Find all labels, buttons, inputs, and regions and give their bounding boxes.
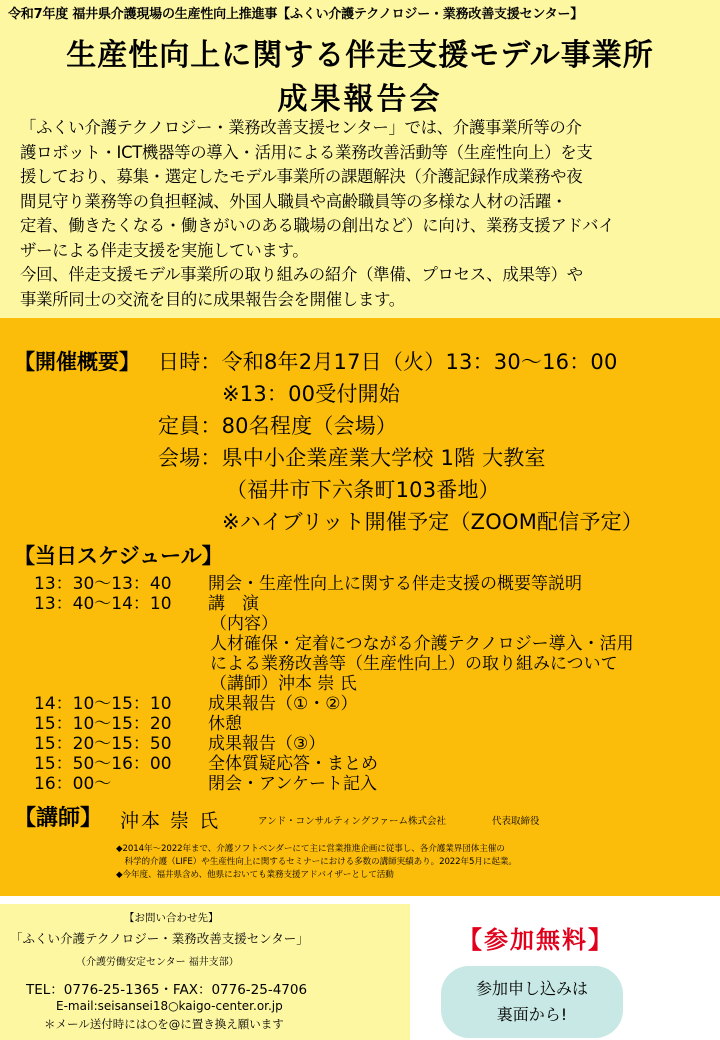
lecturer-bio-line: 科学的介護（LIFE）や生産性向上に関するセミナーにおける多数の講師実績あり。2022年5月に起業。 xyxy=(116,857,517,867)
reception-time: ※13：00受付開始 xyxy=(222,382,401,406)
intro-line: 事業所同士の交流を目的に成果報告会を開催します。 xyxy=(20,289,405,309)
contact-sub: （介護労働安定センター 福井支部） xyxy=(76,957,239,968)
intro-line: 護ロボット・ICT機器等の導入・活用による業務改善活動等（生産性向上）を支 xyxy=(20,142,593,162)
intro-line: 定着、働きたくなる・働きがいのある職場の創出など）に向け、業務支援アドバイ xyxy=(20,216,615,235)
apply-line: 参加申し込みは xyxy=(475,979,588,998)
lecturer-affiliation: アンド・コンサルティングファーム株式会社 xyxy=(258,816,447,827)
event-date: 日時：令和8年2月17日（火）13：30～16：00 xyxy=(158,350,618,374)
intro-line: 間見守り業務等の負担軽減、外国人職員や高齢職員等の多様な人材の活躍・ xyxy=(20,191,568,211)
schedule-desc: （内容） xyxy=(210,614,278,634)
contact-email: E-mail:seisansei18○kaigo-center.or.jp xyxy=(56,999,283,1013)
lecturer-bio-line: ◆2014年～2022年まで、介護ソフトベンダーにて主に営業推進企画に従事し、各介護業界団体主催の xyxy=(116,844,505,854)
hybrid-note: ※ハイブリット開催予定（ZOOM配信予定） xyxy=(222,510,644,534)
schedule-time: 15：20～15：50 xyxy=(34,734,172,754)
venue-address: （福井市下六条町103番地） xyxy=(226,478,500,502)
lecturer-bio-line: ◆今年度、福井県含め、他県においても業務支援アドバイザーとして活動 xyxy=(116,870,394,880)
schedule-desc: 講 演 xyxy=(208,594,259,614)
schedule-desc: 閉会・アンケート記入 xyxy=(208,774,377,794)
schedule-time: 16：00～ xyxy=(34,774,112,794)
lecturer-title: 代表取締役 xyxy=(492,816,540,827)
contact-note: ＊メール送付時には○を@に置き換え願います xyxy=(44,1017,284,1031)
schedule-desc: 成果報告（①・②） xyxy=(208,694,358,714)
page-subtitle: 成果報告会 xyxy=(277,82,443,117)
schedule-desc: 全体質疑応答・まとめ xyxy=(208,754,378,774)
intro-text xyxy=(20,116,712,312)
schedule-label: 【当日スケジュール】 xyxy=(14,544,223,568)
intro-line: ザーによる伴走支援を実施しています。 xyxy=(20,240,309,260)
schedule-desc: 人材確保・定着につながる介護テクノロジー導入・活用 xyxy=(210,634,634,654)
schedule-time: 13：40～14：10 xyxy=(34,594,172,614)
overview-label: 【開催概要】 xyxy=(14,350,140,374)
schedule-time: 15：10～15：20 xyxy=(34,714,172,734)
apply-line: 裏面から! xyxy=(496,1005,568,1024)
schedule-time: 15：50～16：00 xyxy=(34,754,172,774)
intro-line: 「ふくい介護テクノロジー・業務改善支援センター」では、介護事業所等の介 xyxy=(20,118,582,137)
page-title: 生産性向上に関する伴走支援モデル事業所 xyxy=(66,38,654,73)
venue: 会場：県中小企業産業大学校 1階 大教室 xyxy=(158,446,546,470)
intro-line: 援しており、募集・選定したモデル事業所の課題解決（介護記録作成業務や夜 xyxy=(20,167,583,186)
lecturer-name: 沖本 崇 氏 xyxy=(120,810,221,832)
schedule-time: 14：10～15：10 xyxy=(34,694,172,714)
schedule-desc: （講師）沖本 崇 氏 xyxy=(210,674,357,694)
contact-tel-fax: TEL：0776-25-1365・FAX：0776-25-4706 xyxy=(26,982,308,998)
apply-button[interactable] xyxy=(441,966,623,1038)
schedule-time: 13：30～13：40 xyxy=(34,574,172,594)
schedule-desc: 休憩 xyxy=(208,714,242,734)
program-header: 令和7年度 福井県介護現場の生産性向上推進事【ふくい介護テクノロジー・業務改善支援センター】 xyxy=(8,7,584,22)
contact-org: 「ふくい介護テクノロジー・業務改善支援センター」 xyxy=(10,931,309,946)
schedule-desc: による業務改善等（生産性向上）の取り組みについて xyxy=(210,654,618,674)
capacity: 定員：80名程度（会場） xyxy=(158,414,398,438)
lecturer-label: 【講師】 xyxy=(14,806,103,831)
contact-heading: 【お問い合わせ先】 xyxy=(124,912,219,924)
schedule-desc: 成果報告（③） xyxy=(208,734,326,754)
schedule-desc: 開会・生産性向上に関する伴走支援の概要等説明 xyxy=(208,574,582,594)
free-admission-label: 【参加無料】 xyxy=(458,926,614,954)
intro-line: 今回、伴走支援モデル事業所の取り組みの紹介（準備、プロセス、成果等）や xyxy=(20,265,583,284)
